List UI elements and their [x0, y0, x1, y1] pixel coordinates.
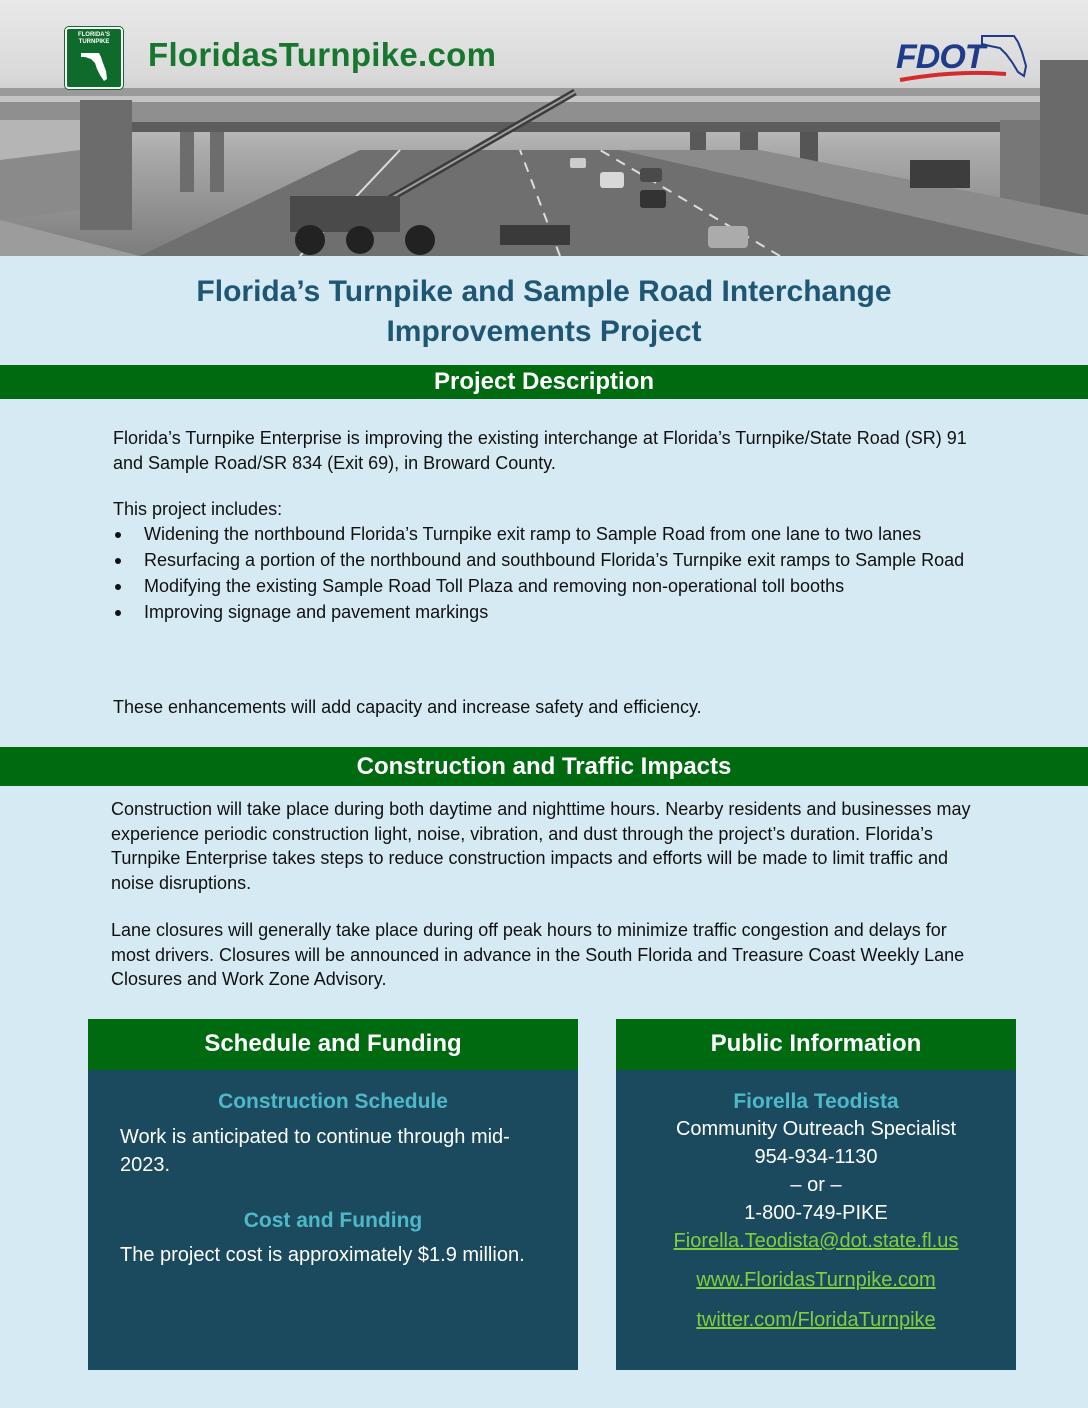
construction-paragraph-2: Lane closures will generally take place during off peak hours to minimize traffic congestion and delays for most drivers. Closures will be announced in advance in the South Florida and Treasure Coast Weekly Lane Closures and Work Zone Advisory. [111, 920, 965, 989]
schedule-funding-box [88, 1019, 578, 1370]
public-information-heading: Public Information [616, 1019, 1016, 1070]
twitter-link[interactable]: twitter.com/FloridaTurnpike [696, 1309, 936, 1331]
construction-schedule-text: Work is anticipated to continue through mid-2023. [120, 1126, 510, 1176]
construction-paragraph-1: Construction will take place during both daytime and nighttime hours. Nearby residents and businesses may experience periodic construction light, noise, vibration, and dust through the project’s duration. Florida’s Turnpike Enterprise takes steps to reduce construction impacts and efforts will be made to limit traffic and noise disruptions. [111, 799, 971, 893]
list-item: Improving signage and pavement markings [113, 600, 973, 625]
contact-phone-tollfree: 1-800-749-PIKE [744, 1202, 888, 1224]
construction-schedule-heading: Construction Schedule [218, 1090, 448, 1113]
contact-or: – or – [790, 1174, 842, 1196]
contact-name: Fiorella Teodista [733, 1090, 899, 1113]
header-banner [0, 0, 1088, 256]
list-item: Modifying the existing Sample Road Toll Plaza and removing non-operational toll booths [113, 574, 973, 599]
project-description-heading: Project Description [0, 365, 1088, 399]
schedule-funding-heading: Schedule and Funding [88, 1019, 578, 1070]
title-line-2: Improvements Project [386, 315, 702, 348]
list-item: Resurfacing a portion of the northbound and southbound Florida’s Turnpike exit ramps to Sample Road [113, 548, 973, 573]
contact-phone: 954-934-1130 [754, 1146, 878, 1168]
fdot-logo: FDOT [896, 32, 1031, 92]
cost-funding-text: The project cost is approximately $1.9 million. [120, 1244, 525, 1266]
website-wrap [616, 1269, 1016, 1292]
cost-funding-heading: Cost and Funding [243, 1209, 423, 1232]
project-includes-list [113, 522, 973, 626]
project-intro: Florida’s Turnpike Enterprise is improving the existing interchange at Florida’s Turnpike/State Road (SR) 91 and Sample Road/SR 834 (Exit 69), in Broward County. [113, 428, 967, 473]
turnpike-logo: FLORIDA'S TURNPIKE [65, 27, 123, 89]
list-item: Widening the northbound Florida’s Turnpike exit ramp to Sample Road from one lane to two lanes [113, 522, 973, 547]
contact-title: Community Outreach Specialist [675, 1118, 957, 1140]
website-link[interactable]: www.FloridasTurnpike.com [696, 1269, 936, 1291]
site-name: FloridasTurnpike.com [148, 36, 497, 73]
includes-label: This project includes: [113, 499, 283, 519]
project-closing: These enhancements will add capacity and increase safety and efficiency. [113, 697, 702, 717]
contact-email-wrap [616, 1230, 1016, 1253]
title-line-1: Florida’s Turnpike and Sample Road Interchange [196, 275, 892, 308]
email-link[interactable]: Fiorella.Teodista@dot.state.fl.us [673, 1230, 959, 1252]
construction-heading: Construction and Traffic Impacts [0, 747, 1088, 786]
public-information-box [616, 1019, 1016, 1370]
twitter-wrap [616, 1309, 1016, 1332]
page-title [0, 272, 1088, 352]
florida-map-icon [79, 49, 109, 83]
